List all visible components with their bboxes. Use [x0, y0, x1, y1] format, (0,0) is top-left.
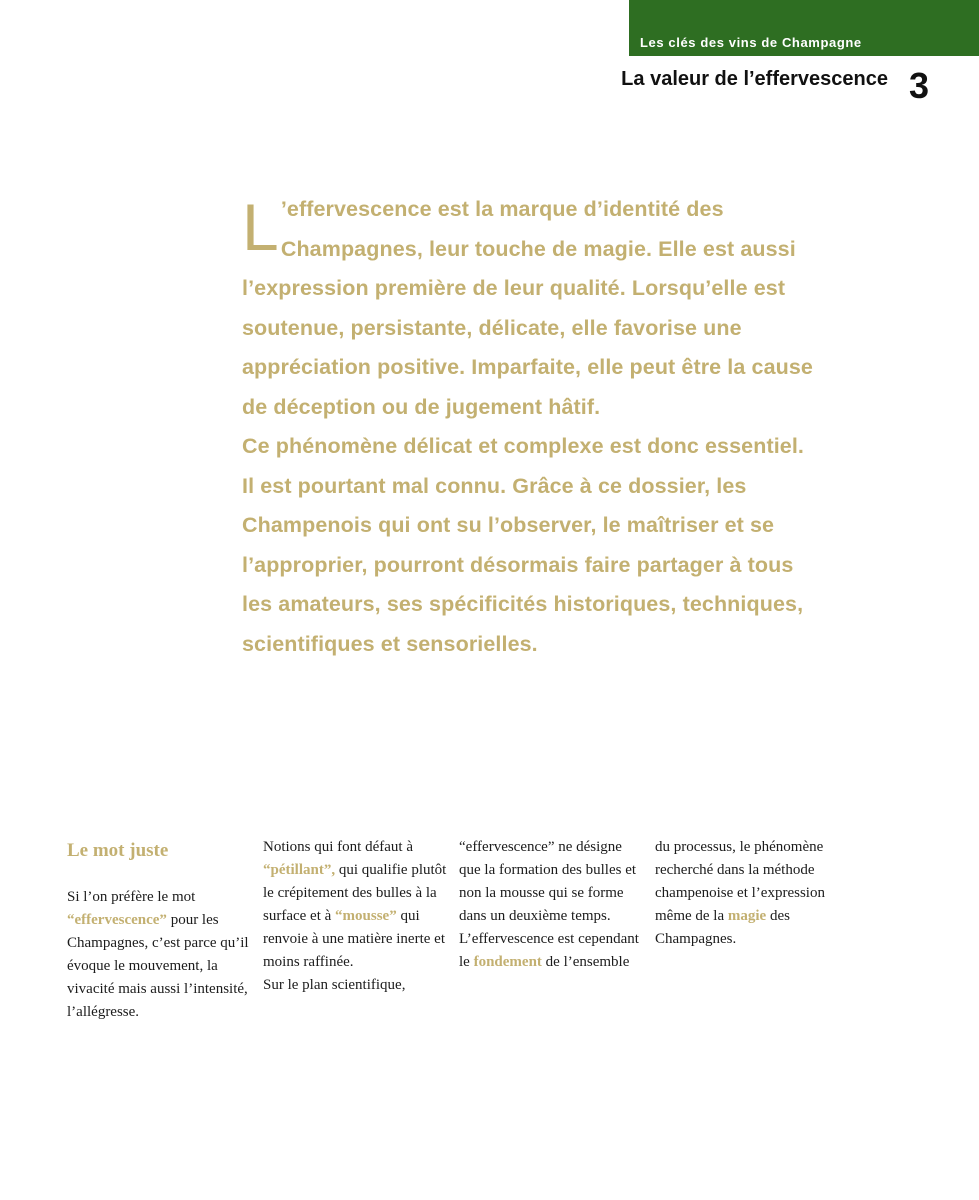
highlight-term: magie — [727, 908, 767, 924]
intro-text — [242, 190, 822, 664]
text-run: de l’ensemble — [541, 954, 630, 970]
intro-paragraph-1 — [242, 190, 822, 427]
text-run: qui qualifie plutôt le crépitement des bulles à la surface et à — [263, 862, 447, 924]
text-run: des Champagnes. — [655, 908, 790, 947]
drop-cap: L — [242, 190, 279, 264]
text-run: pour les Champagnes, c’est parce qu’il évoque le mouvement, la vivacité mais aussi l’intensité, l’allégresse. — [67, 912, 249, 1020]
text-run: “effervescence” ne désigne que la formation des bulles et non la mousse qui se forme dans un deuxième temps. L’effervescence est cependant le — [459, 839, 639, 970]
highlight-term: fondement — [473, 954, 542, 970]
intro-paragraph-2: Ce phénomène délicat et complexe est donc essentiel. Il est pourtant mal connu. Grâce à ce dossier, les Champenois qui ont su l’observer, le maîtriser et se l’approprier, pourront désormais faire partager à tous les amateurs, ses spécificités historiques, techniques, scientifiques et sensorielles. — [242, 434, 804, 656]
highlight-term: “mousse” — [335, 908, 397, 924]
chapter-number: 3 — [909, 65, 930, 106]
sidebar-paragraph-3: Sur le plan scientifique, — [263, 977, 406, 993]
series-title: Les clés des vins de Champagne — [640, 35, 862, 50]
sidebar-column-1 — [67, 836, 252, 1024]
sidebar-paragraph-1 — [67, 886, 252, 1024]
highlight-term: “pétillant”, — [263, 862, 336, 878]
sidebar-paragraph-3-cont — [459, 836, 644, 974]
sidebar-paragraph-4 — [655, 836, 840, 951]
chapter-title: La valeur de l’effervescence — [621, 68, 888, 90]
sidebar-paragraph-2 — [263, 836, 448, 974]
sidebar-column-3 — [459, 836, 644, 974]
text-run: qui renvoie à une matière inerte et moins raffinée. — [263, 908, 445, 970]
intro-paragraph-1-text: ’effervescence est la marque d’identité des Champagnes, leur touche de magie. Elle est aussi l’expression première de leur qualité. Lorsqu’elle est soutenue, persistante, délicate, elle favorise une appréciation positive. Imparfaite, elle peut être la cause de déception ou de jugement hâtif. — [242, 197, 813, 419]
text-run: Notions qui font défaut à — [263, 839, 413, 855]
text-run: Si l’on préfère le mot — [67, 889, 196, 905]
sidebar-column-2 — [263, 836, 448, 997]
highlight-term: “effervescence” — [67, 912, 167, 928]
series-title-banner — [629, 0, 979, 56]
sidebar-heading: Le mot juste — [67, 840, 169, 861]
text-run: du processus, le phénomène recherché dans la méthode champenoise et l’expression même de la — [655, 839, 825, 924]
sidebar-column-4 — [655, 836, 840, 951]
